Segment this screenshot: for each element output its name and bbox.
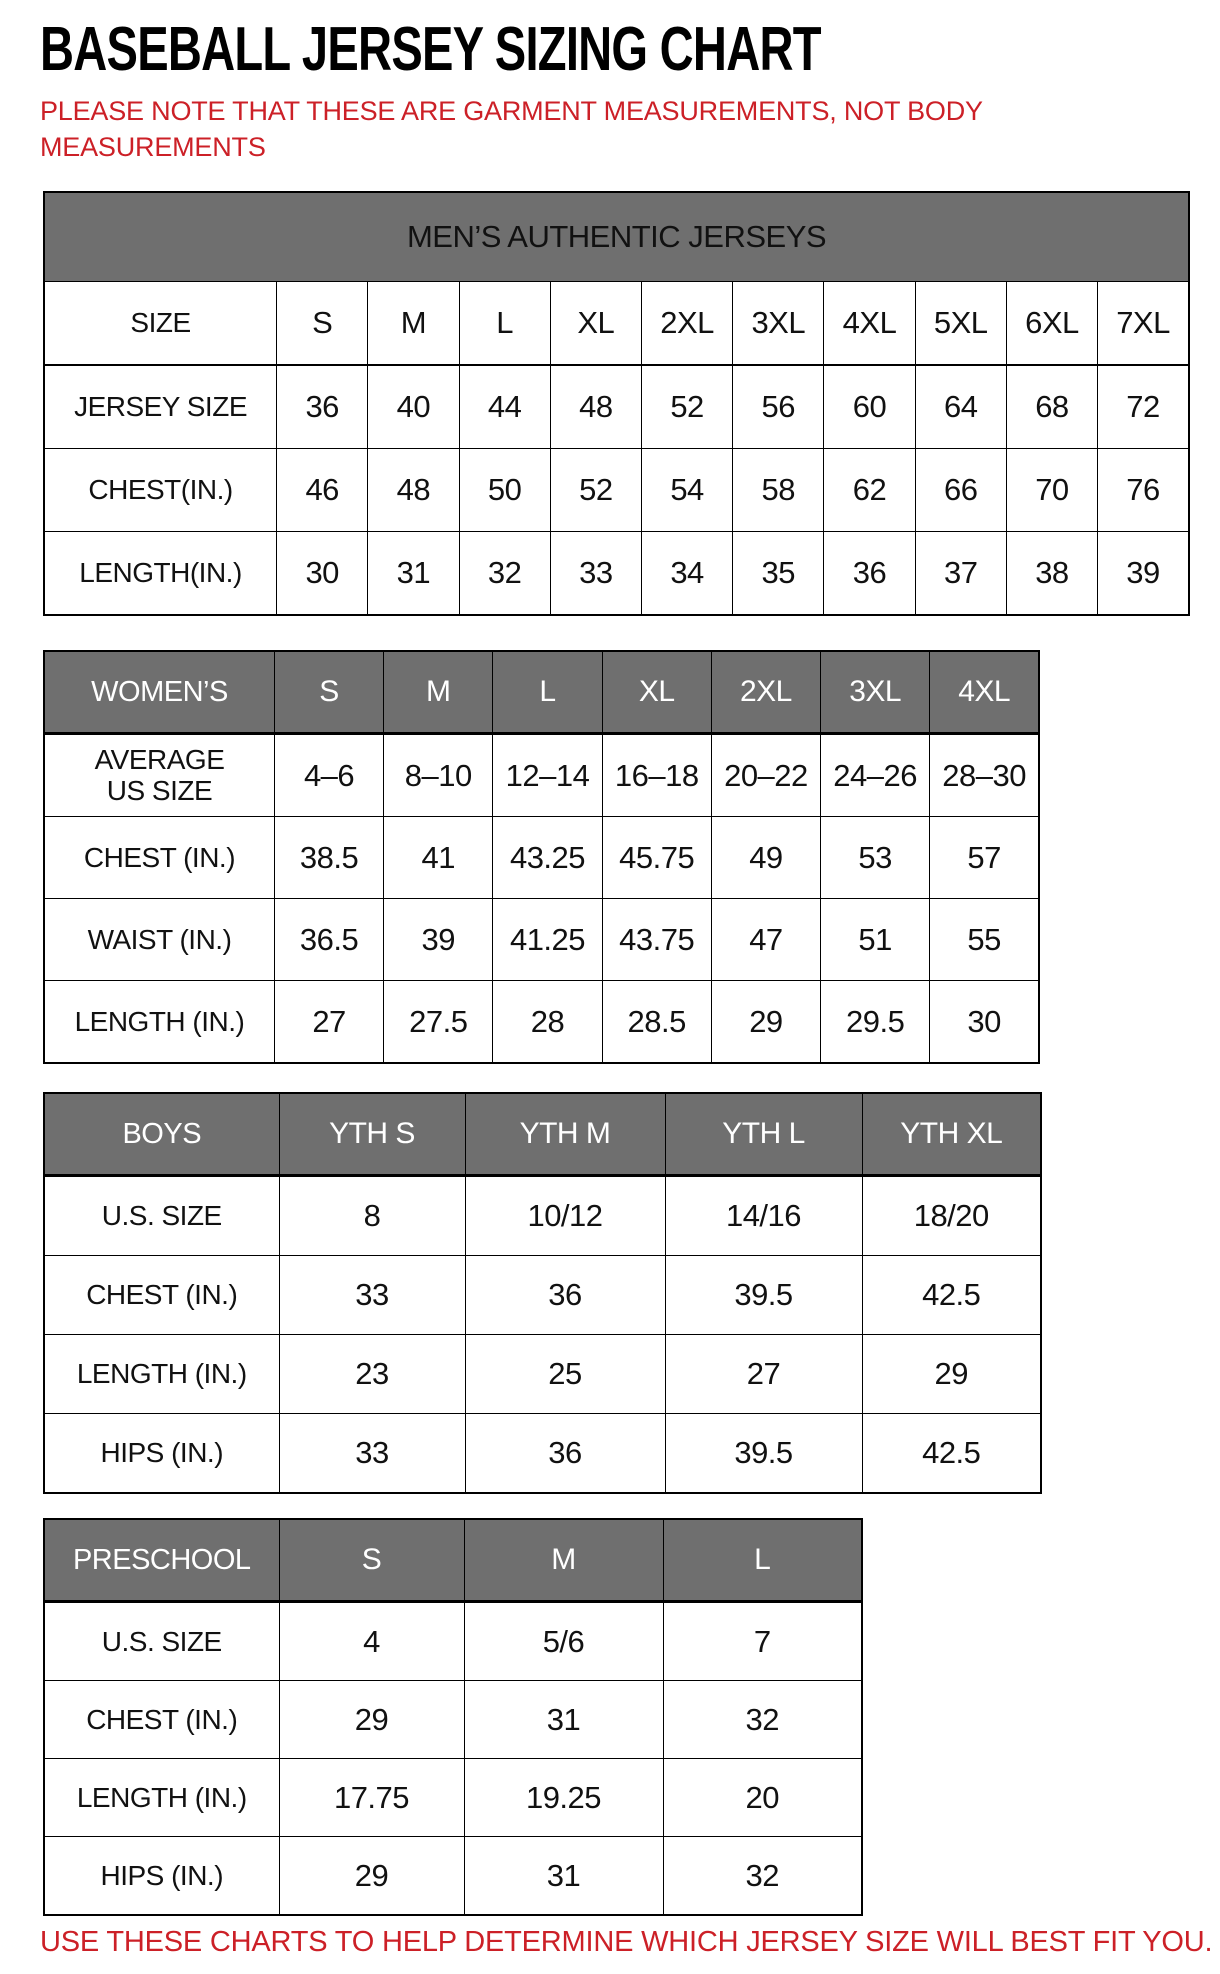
value-cell: 4: [279, 1602, 464, 1681]
value-cell: 31: [464, 1837, 663, 1916]
value-cell: 46: [277, 449, 368, 532]
size-header-cell: YTH M: [465, 1093, 665, 1176]
value-cell: 17.75: [279, 1759, 464, 1837]
value-cell: 18/20: [862, 1176, 1041, 1256]
value-cell: 44: [459, 365, 550, 449]
value-cell: 27: [665, 1335, 862, 1414]
value-cell: 29: [279, 1837, 464, 1916]
size-header-cell: YTH L: [665, 1093, 862, 1176]
row-label: HIPS (IN.): [44, 1837, 279, 1916]
row-label: CHEST(IN.): [44, 449, 277, 532]
value-cell: 42.5: [862, 1414, 1041, 1494]
header-row: [44, 1519, 862, 1602]
value-cell: 43.25: [493, 817, 602, 899]
row-label: HIPS (IN.): [44, 1414, 279, 1494]
value-cell: S: [277, 282, 368, 366]
value-cell: 51: [821, 899, 930, 981]
value-cell: 30: [277, 532, 368, 616]
row-label: SIZE: [44, 282, 277, 366]
value-cell: 28: [493, 981, 602, 1064]
row-label: LENGTH (IN.): [44, 1759, 279, 1837]
value-cell: 57: [930, 817, 1039, 899]
value-cell: 40: [368, 365, 459, 449]
value-cell: 31: [368, 532, 459, 616]
value-cell: 48: [368, 449, 459, 532]
value-cell: 36.5: [274, 899, 383, 981]
value-cell: 8: [279, 1176, 465, 1256]
value-cell: 30: [930, 981, 1039, 1064]
value-cell: 50: [459, 449, 550, 532]
table-row: [44, 734, 1039, 817]
value-cell: 39.5: [665, 1414, 862, 1494]
value-cell: 58: [733, 449, 824, 532]
value-cell: 34: [641, 532, 732, 616]
row-label: JERSEY SIZE: [44, 365, 277, 449]
value-cell: 23: [279, 1335, 465, 1414]
size-header-cell: YTH XL: [862, 1093, 1041, 1176]
value-cell: 49: [711, 817, 820, 899]
size-header-cell: M: [464, 1519, 663, 1602]
value-cell: 32: [663, 1837, 862, 1916]
size-header-cell: S: [279, 1519, 464, 1602]
table-row: [44, 532, 1189, 616]
header-row: [44, 651, 1039, 734]
row-label: WAIST (IN.): [44, 899, 274, 981]
value-cell: 27: [274, 981, 383, 1064]
page-title: BASEBALL JERSEY SIZING CHART: [40, 15, 821, 84]
value-cell: 38: [1006, 532, 1097, 616]
header-row: [44, 1093, 1041, 1176]
value-cell: 2XL: [641, 282, 732, 366]
value-cell: 47: [711, 899, 820, 981]
row-label: [44, 734, 274, 817]
value-cell: 45.75: [602, 817, 711, 899]
value-cell: 39.5: [665, 1256, 862, 1335]
value-cell: 52: [641, 365, 732, 449]
size-header-cell: YTH S: [279, 1093, 465, 1176]
row-label: CHEST (IN.): [44, 817, 274, 899]
value-cell: 5/6: [464, 1602, 663, 1681]
table-row: [44, 1256, 1041, 1335]
table-row: [44, 1335, 1041, 1414]
value-cell: 5XL: [915, 282, 1006, 366]
table-row: [44, 1176, 1041, 1256]
size-header-cell: 3XL: [821, 651, 930, 734]
mens-table-banner: MEN’S AUTHENTIC JERSEYS: [44, 192, 1189, 282]
value-cell: 7: [663, 1602, 862, 1681]
value-cell: 68: [1006, 365, 1097, 449]
mens-banner-row: [44, 192, 1189, 282]
value-cell: 28–30: [930, 734, 1039, 817]
size-header-cell: L: [663, 1519, 862, 1602]
value-cell: 37: [915, 532, 1006, 616]
value-cell: XL: [550, 282, 641, 366]
row-label: LENGTH (IN.): [44, 1335, 279, 1414]
value-cell: 64: [915, 365, 1006, 449]
value-cell: 66: [915, 449, 1006, 532]
row-label: CHEST (IN.): [44, 1681, 279, 1759]
table-row: [44, 365, 1189, 449]
value-cell: 76: [1098, 449, 1189, 532]
value-cell: 16–18: [602, 734, 711, 817]
size-header-cell: L: [493, 651, 602, 734]
size-header-cell: 4XL: [930, 651, 1039, 734]
value-cell: 8–10: [384, 734, 493, 817]
value-cell: 25: [465, 1335, 665, 1414]
value-cell: 33: [550, 532, 641, 616]
value-cell: 35: [733, 532, 824, 616]
value-cell: 42.5: [862, 1256, 1041, 1335]
row-label: U.S. SIZE: [44, 1602, 279, 1681]
value-cell: 36: [465, 1256, 665, 1335]
table-row: [44, 899, 1039, 981]
table-row: [44, 1681, 862, 1759]
value-cell: 62: [824, 449, 915, 532]
value-cell: 20–22: [711, 734, 820, 817]
row-label: PRESCHOOL: [44, 1519, 279, 1602]
value-cell: 70: [1006, 449, 1097, 532]
value-cell: 29: [862, 1335, 1041, 1414]
value-cell: 48: [550, 365, 641, 449]
value-cell: 20: [663, 1759, 862, 1837]
value-cell: 39: [384, 899, 493, 981]
row-label: WOMEN’S: [44, 651, 274, 734]
value-cell: 12–14: [493, 734, 602, 817]
value-cell: 29: [279, 1681, 464, 1759]
value-cell: 33: [279, 1256, 465, 1335]
row-label: BOYS: [44, 1093, 279, 1176]
value-cell: 36: [824, 532, 915, 616]
size-header-cell: M: [384, 651, 493, 734]
mens-jerseys-table: [43, 191, 1190, 616]
value-cell: 52: [550, 449, 641, 532]
value-cell: 19.25: [464, 1759, 663, 1837]
value-cell: 29: [711, 981, 820, 1064]
value-cell: 36: [465, 1414, 665, 1494]
value-cell: 41.25: [493, 899, 602, 981]
value-cell: 33: [279, 1414, 465, 1494]
size-header-cell: XL: [602, 651, 711, 734]
table-row: [44, 1837, 862, 1916]
preschool-jerseys-table: [43, 1518, 863, 1916]
value-cell: 31: [464, 1681, 663, 1759]
value-cell: 6XL: [1006, 282, 1097, 366]
value-cell: 3XL: [733, 282, 824, 366]
value-cell: 43.75: [602, 899, 711, 981]
footer-note: USE THESE CHARTS TO HELP DETERMINE WHICH JERSEY SIZE WILL BEST FIT YOU.: [40, 1926, 1213, 1959]
table-row: [44, 1759, 862, 1837]
row-label-text: AVERAGE US SIZE: [94, 744, 225, 806]
size-header-cell: S: [274, 651, 383, 734]
value-cell: 32: [459, 532, 550, 616]
value-cell: 56: [733, 365, 824, 449]
value-cell: 7XL: [1098, 282, 1189, 366]
table-row: [44, 282, 1189, 366]
row-label: LENGTH (IN.): [44, 981, 274, 1064]
value-cell: 28.5: [602, 981, 711, 1064]
boys-jerseys-table: [43, 1092, 1042, 1494]
row-label: U.S. SIZE: [44, 1176, 279, 1256]
disclaimer-note: PLEASE NOTE THAT THESE ARE GARMENT MEASUREMENTS, NOT BODY MEASUREMENTS: [40, 96, 983, 162]
value-cell: 54: [641, 449, 732, 532]
value-cell: 53: [821, 817, 930, 899]
table-row: [44, 817, 1039, 899]
value-cell: 32: [663, 1681, 862, 1759]
value-cell: 10/12: [465, 1176, 665, 1256]
value-cell: 14/16: [665, 1176, 862, 1256]
value-cell: 39: [1098, 532, 1189, 616]
value-cell: 24–26: [821, 734, 930, 817]
value-cell: 27.5: [384, 981, 493, 1064]
value-cell: 55: [930, 899, 1039, 981]
size-header-cell: 2XL: [711, 651, 820, 734]
value-cell: 36: [277, 365, 368, 449]
table-row: [44, 1602, 862, 1681]
row-label: LENGTH(IN.): [44, 532, 277, 616]
table-row: [44, 981, 1039, 1064]
value-cell: 4XL: [824, 282, 915, 366]
value-cell: 4–6: [274, 734, 383, 817]
value-cell: 72: [1098, 365, 1189, 449]
value-cell: 60: [824, 365, 915, 449]
value-cell: 41: [384, 817, 493, 899]
table-row: [44, 449, 1189, 532]
table-row: [44, 1414, 1041, 1494]
value-cell: L: [459, 282, 550, 366]
row-label: CHEST (IN.): [44, 1256, 279, 1335]
womens-jerseys-table: [43, 650, 1040, 1064]
value-cell: 29.5: [821, 981, 930, 1064]
value-cell: M: [368, 282, 459, 366]
value-cell: 38.5: [274, 817, 383, 899]
